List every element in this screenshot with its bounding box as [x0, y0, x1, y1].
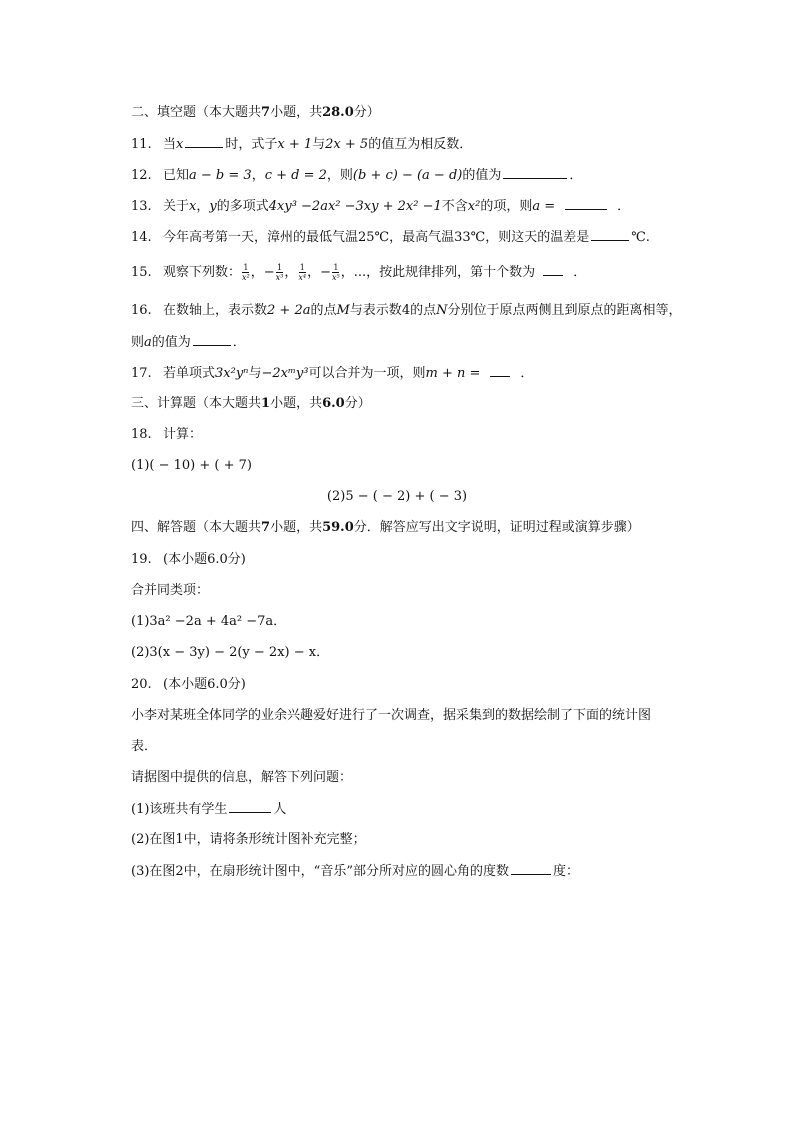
q16-text-g: 的值为 — [151, 335, 191, 350]
question-12 — [131, 166, 582, 185]
q11-expr-2: 2x + 5 — [325, 137, 369, 152]
q15-text-a: 观察下列数： — [163, 265, 242, 280]
question-number: 13. — [131, 199, 152, 214]
section-2-heading — [131, 104, 380, 122]
q13-polynomial: 4xy³ −2ax² −3xy + 2x² −1 — [268, 199, 442, 214]
q20-part-1-unit: 人 — [273, 802, 287, 817]
question-20 — [131, 676, 246, 694]
question-16-line-1 — [131, 302, 682, 320]
q12-expr-3: (b + c) − (a − d) — [352, 168, 463, 183]
q20-part-3-unit: 度： — [552, 864, 579, 879]
q20-part-3 — [131, 862, 579, 881]
section-3-title-c: 小题，共 — [270, 396, 323, 411]
question-number: 19. — [131, 552, 152, 567]
section-3-count: 1 — [261, 396, 271, 411]
q20-part-3-text: (3)在图2中，在扇形统计图中，“音乐”部分所对应的圆心角的度数 — [131, 864, 509, 879]
comma: ， — [340, 265, 354, 280]
q12-expr-2: c + d = 2 — [264, 168, 327, 183]
section-3-title-a: 三、计算题（本大题共 — [131, 396, 262, 411]
q20-text-line-1: 小李对某班全体同学的业余兴趣爱好进行了一次调查，据采集到的数据绘制了下面的统计图 — [131, 708, 652, 723]
answer-blank[interactable] — [229, 800, 271, 813]
q14-high-temp: 33℃ — [454, 230, 486, 245]
question-16-line-2 — [131, 333, 246, 352]
question-number: 16. — [131, 303, 152, 318]
section-2-title-c: 小题，共 — [270, 105, 323, 120]
q20-part-1-text: (1)该班共有学生 — [131, 802, 228, 817]
section-4-count: 7 — [261, 520, 271, 535]
q12-text-c: 的值为 — [462, 168, 502, 183]
q11-text-a: 当 — [163, 137, 177, 152]
q16-expr-2: 4 — [401, 303, 411, 318]
q16-text-b: 的点 — [310, 303, 337, 318]
q16-point-n: N — [436, 303, 448, 318]
q11-text-d: 的值互为相反数． — [368, 137, 473, 152]
q12-end: ． — [569, 168, 583, 183]
q13-a-equals: a = — [532, 199, 556, 214]
q13-text-c: 不含 — [441, 199, 468, 214]
fraction-numerator: 1 — [299, 263, 305, 272]
fraction-denominator: x³ — [275, 273, 284, 282]
section-2-count: 7 — [261, 105, 271, 120]
q14-low-temp: 25℃ — [358, 230, 390, 245]
q15-end: ． — [573, 265, 587, 280]
q19-instruction: 合并同类项： — [131, 583, 210, 598]
question-17 — [131, 364, 533, 383]
section-4-title-a: 四、解答题（本大题共 — [131, 520, 262, 535]
answer-blank[interactable] — [591, 228, 629, 241]
fraction-denominator: x⁴ — [298, 273, 307, 282]
question-18 — [131, 426, 202, 444]
question-15 — [131, 262, 586, 284]
q16-expr-1: 2 + 2a — [267, 303, 311, 318]
q12-sep: ， — [251, 168, 265, 183]
answer-blank[interactable] — [503, 166, 567, 179]
comma: ， — [284, 265, 298, 280]
section-3-title-e: 分） — [344, 396, 371, 411]
comma: ， — [250, 265, 264, 280]
answer-blank[interactable] — [193, 333, 231, 346]
q20-part-1 — [131, 800, 286, 819]
fraction-3 — [298, 263, 306, 282]
answer-blank[interactable] — [490, 364, 510, 377]
q13-text-a: 关于 — [163, 199, 190, 214]
section-3-score: 6.0 — [322, 396, 345, 411]
q20-text-line-2: 表． — [131, 739, 158, 754]
q15-text-b: ，按此规律排列，第十个数为 — [366, 265, 536, 280]
q16-end: ． — [232, 335, 246, 350]
answer-blank[interactable] — [511, 862, 551, 875]
q12-expr-1: a − b = 3 — [189, 168, 252, 183]
minus-sign: − — [320, 265, 332, 280]
q19-part-1: (1)3a² −2a + 4a² −7a． — [131, 614, 287, 629]
question-number: 14. — [131, 230, 152, 245]
fraction-2 — [276, 263, 284, 282]
q16-text-a: 在数轴上，表示数 — [163, 303, 268, 318]
question-number: 11. — [131, 137, 152, 152]
q13-var-y: y — [209, 199, 217, 214]
question-11 — [131, 135, 472, 154]
q17-expr: m + n = — [425, 366, 481, 381]
q16-point-m: M — [336, 303, 350, 318]
q17-text-b: 与 — [248, 366, 262, 381]
q12-text-a: 已知 — [163, 168, 190, 183]
q14-text-b: ，最高气温 — [389, 230, 455, 245]
question-19 — [131, 551, 246, 569]
fraction-numerator: 1 — [333, 263, 339, 272]
fraction-denominator: x² — [242, 273, 250, 282]
q14-text-a: 今年高考第一天，漳州的最低气温 — [163, 230, 359, 245]
answer-blank[interactable] — [543, 263, 563, 276]
question-number: 15. — [131, 265, 152, 280]
section-3-heading — [131, 395, 371, 413]
q18-part-2: (2)5 − ( − 2) + ( − 3) — [326, 489, 468, 504]
question-number: 17. — [131, 366, 152, 381]
q13-text-d: 的项，则 — [480, 199, 533, 214]
q13-x-squared: x² — [467, 199, 481, 214]
q19-score: (本小题6.0分) — [163, 552, 246, 567]
q18-part-1: (1)( − 10) + ( + 7) — [131, 458, 252, 473]
q17-monomial-2: −2xᵐy³ — [261, 366, 309, 381]
q16-text-e: 分别位于原点两侧且到原点的距离相等， — [447, 303, 682, 318]
q11-expr-1: x + 1 — [277, 137, 313, 152]
section-4-heading — [131, 519, 640, 537]
q20-part-2: (2)在图1中，请将条形统计图补充完整； — [131, 832, 366, 847]
section-4-score: 59.0 — [322, 520, 354, 535]
question-number: 12. — [131, 168, 152, 183]
q11-text-b: 时，式子 — [225, 137, 278, 152]
section-4-title-c: 小题，共 — [270, 520, 323, 535]
q13-text-b: 的多项式 — [216, 199, 269, 214]
q16-text-d: 的点 — [410, 303, 437, 318]
answer-blank[interactable] — [185, 135, 223, 148]
q18-text: 计算： — [163, 427, 203, 442]
ellipsis: ... — [353, 265, 367, 280]
section-2-score: 28.0 — [322, 105, 354, 120]
fraction-1 — [242, 263, 250, 282]
fraction-numerator: 1 — [276, 263, 283, 272]
section-4-title-e: 分．解答应写出文字说明，证明过程或演算步骤） — [353, 520, 640, 535]
question-13 — [131, 197, 630, 216]
section-2-title-e: 分） — [353, 105, 380, 120]
q13-end: ． — [617, 199, 631, 214]
q20-score: (本小题6.0分) — [163, 677, 246, 692]
question-number: 20. — [131, 677, 152, 692]
q16-text-c: 与表示数 — [349, 303, 402, 318]
question-14 — [131, 228, 650, 247]
q16-text-f: 则 — [131, 335, 145, 350]
q14-unit: ℃. — [631, 230, 650, 245]
q14-text-c: ，则这天的温差是 — [485, 230, 590, 245]
fraction-4 — [332, 263, 340, 282]
q20-text-line-3: 请据图中提供的信息，解答下列问题： — [131, 770, 353, 785]
q17-end: ． — [520, 366, 534, 381]
section-2-title-a: 二、填空题（本大题共 — [131, 105, 262, 120]
q19-part-2: (2)3(x − 3y) − 2(y − 2x) − x． — [131, 645, 330, 660]
q11-text-c: 与 — [312, 137, 326, 152]
q13-sep: ， — [196, 199, 210, 214]
answer-blank[interactable] — [565, 197, 607, 210]
q11-var-x: x — [176, 137, 184, 152]
q17-text-a: 若单项式 — [163, 366, 216, 381]
comma: ， — [307, 265, 321, 280]
minus-sign: − — [263, 265, 275, 280]
q13-var-x: x — [189, 199, 197, 214]
fraction-numerator: 1 — [243, 263, 249, 272]
q17-monomial-1: 3x²yⁿ — [215, 366, 249, 381]
question-number: 18. — [131, 427, 152, 442]
fraction-denominator: x⁵ — [332, 273, 340, 282]
q12-text-b: ，则 — [326, 168, 353, 183]
q17-text-c: 可以合并为一项，则 — [308, 366, 426, 381]
q16-var-a: a — [144, 335, 152, 350]
